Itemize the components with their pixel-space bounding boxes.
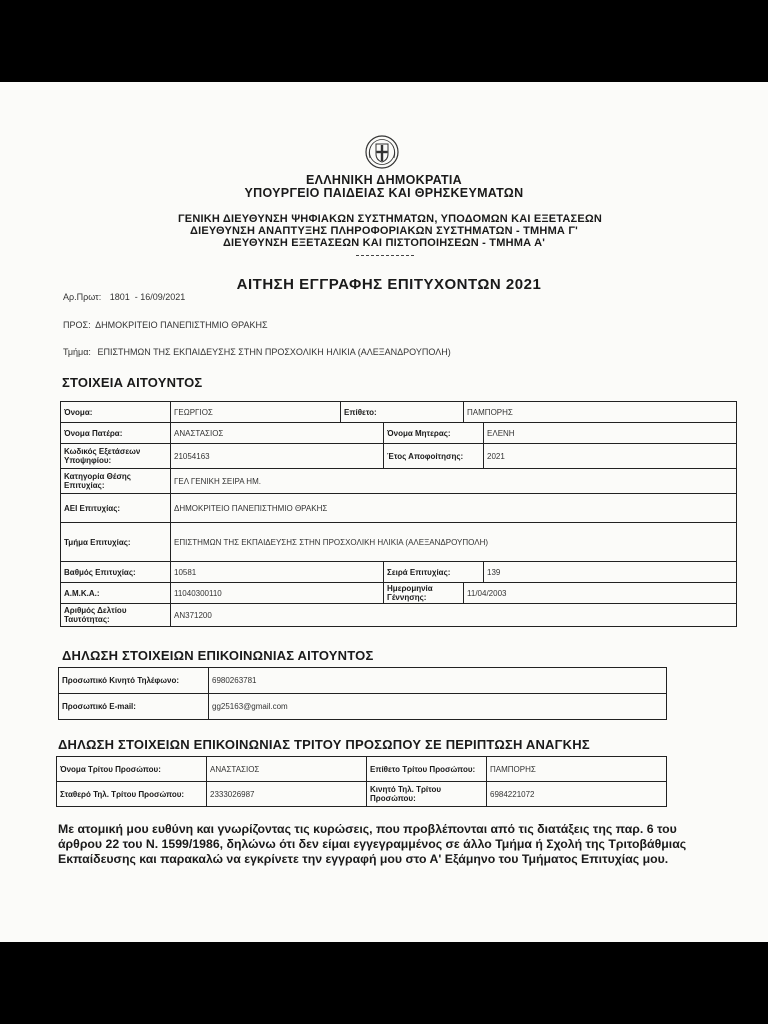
first-name-label: Όνομα: — [61, 402, 171, 423]
table-row — [61, 423, 737, 444]
mobile-label: Προσωπικό Κινητό Τηλέφωνο: — [59, 668, 209, 694]
third-party-section-title: ΔΗΛΩΣΗ ΣΤΟΙΧΕΙΩΝ ΕΠΙΚΟΙΝΩΝΙΑΣ ΤΡΙΤΟΥ ΠΡΟΣΩΠΟΥ ΣΕ ΠΕΡΙΠΤΩΣΗ ΑΝΑΓΚΗΣ — [58, 737, 590, 752]
recipient-line — [63, 320, 268, 330]
university-value: ΔΗΜΟΚΡΙΤΕΙΟ ΠΑΝΕΠΙΣΤΗΜΙΟ ΘΡΑΚΗΣ — [171, 494, 737, 523]
republic-heading: ΕΛΛΗΝΙΚΗ ΔΗΜΟΚΡΑΤΙΑ — [305, 173, 462, 187]
table-row — [61, 444, 737, 469]
table-row — [59, 694, 667, 720]
third-party-surname-label: Επίθετο Τρίτου Προσώπου: — [367, 757, 487, 782]
contact-section-title: ΔΗΛΩΣΗ ΣΤΟΙΧΕΙΩΝ ΕΠΙΚΟΙΝΩΝΙΑΣ ΑΙΤΟΥΝΤΟΣ — [62, 648, 374, 663]
contact-table — [58, 667, 667, 720]
last-name-label: Επίθετο: — [341, 402, 464, 423]
directorate-line-2: ΔΙΕΥΘΥΝΣΗ ΑΝΑΠΤΥΞΗΣ ΠΛΗΡΟΦΟΡΙΑΚΩΝ ΣΥΣΤΗΜΑΤΩΝ - ΤΜΗΜΑ Γ' — [190, 225, 578, 237]
document-page — [0, 82, 768, 942]
protocol-label: Αρ.Πρωτ: — [63, 292, 102, 302]
rank-label: Σειρά Επιτυχίας: — [384, 562, 484, 583]
greek-coat-of-arms-icon — [364, 134, 400, 170]
table-row — [61, 604, 737, 627]
third-party-mobile-label: Κινητό Τηλ. Τρίτου Προσώπου: — [367, 782, 487, 807]
table-row — [61, 469, 737, 494]
table-row — [61, 494, 737, 523]
table-row — [61, 523, 737, 562]
document-title: ΑΙΤΗΣΗ ΕΓΓΡΑΦΗΣ ΕΠΙΤΥΧΟΝΤΩΝ 2021 — [236, 276, 542, 293]
table-row — [57, 757, 667, 782]
third-party-mobile-value: 6984221072 — [487, 782, 667, 807]
success-department-label: Τμήμα Επιτυχίας: — [61, 523, 171, 562]
table-row — [57, 782, 667, 807]
graduation-year-value: 2021 — [484, 444, 737, 469]
department-line — [63, 347, 451, 357]
directorate-line-1: ΓΕΝΙΚΗ ΔΙΕΥΘΥΝΣΗ ΨΗΦΙΑΚΩΝ ΣΥΣΤΗΜΑΤΩΝ, ΥΠΟΔΟΜΩΝ ΚΑΙ ΕΞΕΤΑΣΕΩΝ — [177, 213, 603, 225]
rank-value: 139 — [484, 562, 737, 583]
amka-label: Α.Μ.Κ.Α.: — [61, 583, 171, 604]
score-value: 10581 — [171, 562, 384, 583]
applicant-table — [60, 401, 737, 627]
score-label: Βαθμός Επιτυχίας: — [61, 562, 171, 583]
first-name-value: ΓΕΩΡΓΙΟΣ — [171, 402, 341, 423]
last-name-value: ΠΑΜΠΟΡΗΣ — [464, 402, 737, 423]
third-party-surname-value: ΠΑΜΠΟΡΗΣ — [487, 757, 667, 782]
department-value: ΕΠΙΣΤΗΜΩΝ ΤΗΣ ΕΚΠΑΙΔΕΥΣΗΣ ΣΤΗΝ ΠΡΟΣΧΟΛΙΚΗ ΗΛΙΚΙΑ (ΑΛΕΞΑΝΔΡΟΥΠΟΛΗ) — [97, 347, 451, 357]
table-row — [61, 402, 737, 423]
protocol-line — [63, 292, 185, 302]
graduation-year-label: Έτος Αποφοίτησης: — [384, 444, 484, 469]
university-label: ΑΕΙ Επιτυχίας: — [61, 494, 171, 523]
third-party-landline-label: Σταθερό Τηλ. Τρίτου Προσώπου: — [57, 782, 207, 807]
id-card-label: Αριθμός Δελτίου Ταυτότητας: — [61, 604, 171, 627]
recipient-value: ΔΗΜΟΚΡΙΤΕΙΟ ΠΑΝΕΠΙΣΤΗΜΙΟ ΘΡΑΚΗΣ — [95, 320, 268, 330]
category-label: Κατηγορία Θέσης Επιτυχίας: — [61, 469, 171, 494]
birth-date-value: 11/04/2003 — [464, 583, 737, 604]
third-party-name-label: Όνομα Τρίτου Προσώπου: — [57, 757, 207, 782]
third-party-landline-value: 2333026987 — [207, 782, 367, 807]
id-card-value: AN371200 — [171, 604, 737, 627]
email-label: Προσωπικό E-mail: — [59, 694, 209, 720]
birth-date-label: Ημερομηνία Γέννησης: — [384, 583, 464, 604]
department-label: Τμήμα: — [63, 347, 91, 357]
exam-code-value: 21054163 — [171, 444, 384, 469]
father-name-label: Όνομα Πατέρα: — [61, 423, 171, 444]
table-row — [61, 583, 737, 604]
email-value: gg25163@gmail.com — [209, 694, 667, 720]
mobile-value: 6980263781 — [209, 668, 667, 694]
category-value: ΓΕΛ ΓΕΝΙΚΗ ΣΕΙΡΑ ΗΜ. — [171, 469, 737, 494]
ministry-heading: ΥΠΟΥΡΓΕΙΟ ΠΑΙΔΕΙΑΣ ΚΑΙ ΘΡΗΣΚΕΥΜΑΤΩΝ — [244, 186, 524, 200]
applicant-section-title: ΣΤΟΙΧΕΙΑ ΑΙΤΟΥΝΤΟΣ — [62, 375, 203, 390]
mother-name-value: ΕΛΕΝΗ — [484, 423, 737, 444]
exam-code-label: Κωδικός Εξετάσεων Υποψηφίου: — [61, 444, 171, 469]
recipient-label: ΠΡΟΣ: — [63, 320, 91, 330]
table-row — [59, 668, 667, 694]
header-divider — [356, 255, 414, 256]
amka-value: 11040300110 — [171, 583, 384, 604]
declaration-text: Με ατομική μου ευθύνη και γνωρίζοντας τις κυρώσεις, που προβλέπονται από τις διατάξεις της παρ. 6 του άρθρου 22 του Ν. 1599/1986, δηλώνω ότι δεν είμαι εγγεγραμμένος σε άλλο Τμήμα ή Σχολή της Τριτοβάθμιας Εκπαίδευσης και παρακαλώ να εγκρίνετε την εγγραφή μου στο Α' Εξάμηνο του Τμήματος Επιτυχίας μου. — [58, 822, 687, 866]
directorate-line-3: ΔΙΕΥΘΥΝΣΗ ΕΞΕΤΑΣΕΩΝ ΚΑΙ ΠΙΣΤΟΠΟΙΗΣΕΩΝ - ΤΜΗΜΑ Α' — [222, 237, 546, 249]
mother-name-label: Όνομα Μητερας: — [384, 423, 484, 444]
father-name-value: ΑΝΑΣΤΑΣΙΟΣ — [171, 423, 384, 444]
third-party-name-value: ΑΝΑΣΤΑΣΙΟΣ — [207, 757, 367, 782]
success-department-value: ΕΠΙΣΤΗΜΩΝ ΤΗΣ ΕΚΠΑΙΔΕΥΣΗΣ ΣΤΗΝ ΠΡΟΣΧΟΛΙΚΗ ΗΛΙΚΙΑ (ΑΛΕΞΑΝΔΡΟΥΠΟΛΗ) — [171, 523, 737, 562]
protocol-value: 1801 - 16/09/2021 — [109, 292, 186, 302]
third-party-table — [56, 756, 667, 807]
table-row — [61, 562, 737, 583]
